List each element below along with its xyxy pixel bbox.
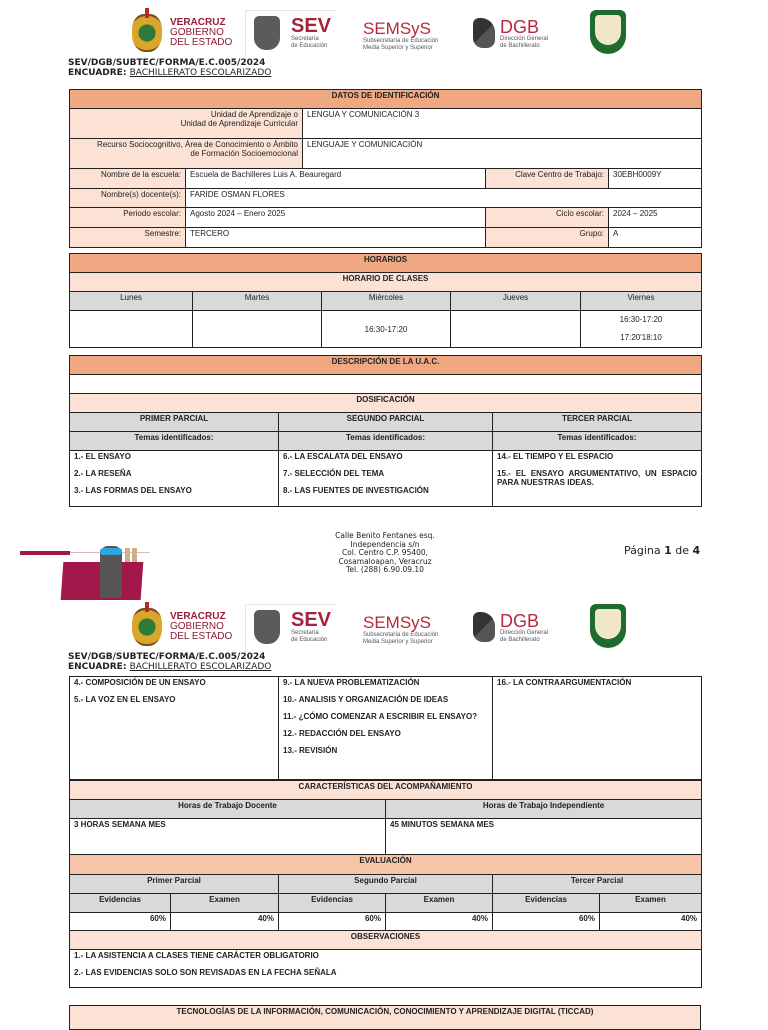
veracruz-crest-logo xyxy=(132,14,162,52)
eval-parcial-3: Tercer Parcial xyxy=(493,875,702,894)
observacion-item: 1.- LA ASISTENCIA A CLASES TIENE CARÁCTER OBLIGATORIO xyxy=(74,951,319,960)
temas-primer-parcial-cont xyxy=(70,677,279,780)
header-logos-page1 xyxy=(0,6,768,62)
tema-item: 1.- EL ENSAYO xyxy=(74,452,131,461)
descripcion-value xyxy=(70,375,702,394)
tema-item: 8.- LAS FUENTES DE INVESTIGACIÓN xyxy=(283,486,429,495)
docente-value: FARIDE OSMAN FLORES xyxy=(186,189,702,208)
tema-item: 16.- LA CONTRAARGUMENTACIÓN xyxy=(497,678,632,687)
clave-value: 30EBH0009Y xyxy=(609,169,702,189)
form-code: SEV/DGB/SUBTEC/FORMA/E.C.005/2024 ENCUADRE: BACHILLERATO ESCOLARIZADO xyxy=(68,58,272,78)
footer-address: Calle Benito Fentanes esq. Independencia s/n Col. Centro C.P. 95400, Cosamaloapan, Veracruz Tel. (288) 6.90.09.10 xyxy=(335,531,435,574)
identification-table xyxy=(69,89,702,248)
eval-value: 40% xyxy=(600,913,702,931)
veracruz-logo-text: VERACRUZ GOBIERNO DEL ESTADO xyxy=(170,611,233,642)
semestre-label: Semestre: xyxy=(70,228,186,248)
veracruz-logo-text: VERACRUZ GOBIERNO DEL ESTADO xyxy=(170,17,233,48)
parcial-3-header: TERCER PARCIAL xyxy=(493,413,702,432)
temas-segundo-parcial xyxy=(279,451,493,507)
temas-label-1: Temas identificados: xyxy=(70,432,279,451)
unidad-label: Unidad de Aprendizaje o Unidad de Aprendizaje Curricular xyxy=(70,109,303,139)
evidencias-label: Evidencias xyxy=(493,894,600,913)
day-miercoles: Miércoles xyxy=(322,292,451,311)
periodo-value: Agosto 2024 – Enero 2025 xyxy=(186,208,486,228)
school-shield-logo xyxy=(590,10,626,54)
acompanamiento-title: CARACTERÍSTICAS DEL ACOMPAÑAMIENTO xyxy=(70,781,702,800)
time-miercoles: 16:30-17:20 xyxy=(322,311,451,348)
eval-value: 60% xyxy=(70,913,171,931)
day-jueves: Jueves xyxy=(451,292,581,311)
horas-docente-label: Horas de Trabajo Docente xyxy=(70,800,386,819)
tema-item: 11.- ¿CÓMO COMENZAR A ESCRIBIR EL ENSAYO? xyxy=(283,712,478,721)
escuela-label: Nombre de la escuela: xyxy=(70,169,186,189)
dosificacion-continued-table xyxy=(69,676,702,780)
ciclo-value: 2024 – 2025 xyxy=(609,208,702,228)
eval-value: 60% xyxy=(279,913,386,931)
day-viernes: Viernes xyxy=(581,292,702,311)
examen-label: Examen xyxy=(600,894,702,913)
eval-parcial-2: Segundo Parcial xyxy=(279,875,493,894)
footer-banner-mascot xyxy=(0,540,240,600)
evidencias-label: Evidencias xyxy=(70,894,171,913)
tema-item: 12.- REDACCIÓN DEL ENSAYO xyxy=(283,729,401,738)
dgb-logo-text: DGB Dirección General de Bachillerato xyxy=(500,17,549,49)
temas-tercer-parcial-cont xyxy=(493,677,702,780)
periodo-label: Periodo escolar: xyxy=(70,208,186,228)
ticcad-table xyxy=(69,1005,701,1030)
tema-item: 7.- SELECCIÓN DEL TEMA xyxy=(283,469,385,478)
observaciones-title: OBSERVACIONES xyxy=(70,931,702,950)
ciclo-label: Ciclo escolar: xyxy=(486,208,609,228)
school-shield-logo xyxy=(590,604,626,648)
tema-item: 10.- ANALISIS Y ORGANIZACIÓN DE IDEAS xyxy=(283,695,449,704)
unidad-value: LENGUA Y COMUNICACIÓN 3 xyxy=(303,109,702,139)
sev-logo-text: SEV Secretaría de Educación xyxy=(291,15,332,49)
time-viernes: 16:30-17:20 17:20'18:10 xyxy=(581,311,702,348)
veracruz-crest-logo xyxy=(132,608,162,646)
tema-item: 5.- LA VOZ EN EL ENSAYO xyxy=(74,695,176,704)
clave-label: Clave Centro de Trabajo: xyxy=(486,169,609,189)
temas-segundo-parcial-cont xyxy=(279,677,493,780)
examen-label: Examen xyxy=(386,894,493,913)
parcial-2-header: SEGUNDO PARCIAL xyxy=(279,413,493,432)
horas-independiente-label: Horas de Trabajo Independiente xyxy=(386,800,702,819)
schedule-subtitle: HORARIO DE CLASES xyxy=(70,273,702,292)
temas-label-3: Temas identificados: xyxy=(493,432,702,451)
sev-shield-logo xyxy=(254,610,280,644)
tema-item: 6.- LA ESCALATA DEL ENSAYO xyxy=(283,452,403,461)
encuadre-line: ENCUADRE: BACHILLERATO ESCOLARIZADO xyxy=(68,662,272,672)
eval-value: 40% xyxy=(171,913,279,931)
tema-item: 14.- EL TIEMPO Y EL ESPACIO xyxy=(497,452,614,461)
semsys-logo: SEMSyS Subsecretaría de Educación Media Superior y Superior xyxy=(363,613,439,645)
recurso-label: Recurso Sociocognitivo, Área de Conocimiento o Ámbito de Formación Socioemocional xyxy=(70,139,303,169)
temas-tercer-parcial xyxy=(493,451,702,507)
descripcion-title: DESCRIPCIÓN DE LA U.A.C. xyxy=(70,356,702,375)
eval-value: 60% xyxy=(493,913,600,931)
form-code-page2: SEV/DGB/SUBTEC/FORMA/E.C.005/2024 ENCUADRE: BACHILLERATO ESCOLARIZADO xyxy=(68,652,272,672)
docente-label: Nombre(s) docente(s): xyxy=(70,189,186,208)
grupo-label: Grupo: xyxy=(486,228,609,248)
semsys-logo: SEMSyS Subsecretaría de Educación Media Superior y Superior xyxy=(363,19,439,51)
observacion-item: 2.- LAS EVIDENCIAS SOLO SON REVISADAS EN LA FECHA SEÑALA xyxy=(74,968,337,977)
grupo-value: A xyxy=(609,228,702,248)
tema-item: 3.- LAS FORMAS DEL ENSAYO xyxy=(74,486,192,495)
day-martes: Martes xyxy=(193,292,322,311)
time-lunes xyxy=(70,311,193,348)
ticcad-title: TECNOLOGÍAS DE LA INFORMACIÓN, COMUNICACIÓN, CONOCIMIENTO Y APRENDIZAJE DIGITAL (TICCAD) xyxy=(70,1006,701,1030)
dgb-icon-logo xyxy=(473,612,495,642)
tema-item: 4.- COMPOSICIÓN DE UN ENSAYO xyxy=(74,678,206,687)
identification-title: DATOS DE IDENTIFICACIÓN xyxy=(70,90,702,109)
dosificacion-title: DOSIFICACIÓN xyxy=(70,394,702,413)
schedule-table xyxy=(69,253,702,348)
tema-item: 2.- LA RESEÑA xyxy=(74,469,132,478)
parcial-1-header: PRIMER PARCIAL xyxy=(70,413,279,432)
recurso-value: LENGUAJE Y COMUNICACIÓN xyxy=(303,139,702,169)
tema-item: 15.- EL ENSAYO ARGUMENTATIVO, UN ESPACIO PARA NUESTRAS IDEAS. xyxy=(497,469,697,487)
encuadre-line: ENCUADRE: BACHILLERATO ESCOLARIZADO xyxy=(68,68,272,78)
dgb-logo-text: DGB Dirección General de Bachillerato xyxy=(500,611,549,643)
page-number: Página 1 de 4 xyxy=(624,544,701,557)
dgb-icon-logo xyxy=(473,18,495,48)
eval-value: 40% xyxy=(386,913,493,931)
dosificacion-table xyxy=(69,355,702,507)
examen-label: Examen xyxy=(171,894,279,913)
temas-label-2: Temas identificados: xyxy=(279,432,493,451)
tema-item: 9.- LA NUEVA PROBLEMATIZACIÓN xyxy=(283,678,420,687)
evidencias-label: Evidencias xyxy=(279,894,386,913)
tema-item: 13.- REVISIÓN xyxy=(283,746,338,755)
sev-logo-text: SEV Secretaría de Educación xyxy=(291,609,332,643)
horas-docente-value: 3 HORAS SEMANA MES xyxy=(70,819,386,855)
schedule-title: HORARIOS xyxy=(70,254,702,273)
day-lunes: Lunes xyxy=(70,292,193,311)
temas-primer-parcial xyxy=(70,451,279,507)
semestre-value: TERCERO xyxy=(186,228,486,248)
escuela-value: Escuela de Bachilleres Luis A. Beauregard xyxy=(186,169,486,189)
evaluacion-title: EVALUACIÓN xyxy=(70,855,702,875)
observaciones-list xyxy=(70,950,702,988)
eval-parcial-1: Primer Parcial xyxy=(70,875,279,894)
sev-shield-logo xyxy=(254,16,280,50)
time-martes xyxy=(193,311,322,348)
header-logos-page2 xyxy=(0,600,768,656)
time-jueves xyxy=(451,311,581,348)
evaluation-table xyxy=(69,780,702,988)
horas-independiente-value: 45 MINUTOS SEMANA MES xyxy=(386,819,702,855)
